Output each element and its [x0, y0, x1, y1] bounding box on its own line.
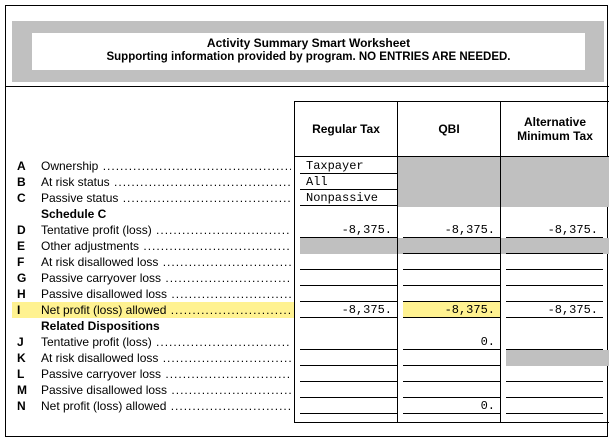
- row-label: Net profit (loss) allowed .....: [41, 399, 291, 413]
- row-letter: D: [17, 223, 26, 237]
- row-f: [6, 254, 609, 270]
- row-h: [6, 286, 609, 302]
- rd-net-profit-regular[interactable]: [300, 398, 397, 414]
- at-risk-status-value[interactable]: All: [300, 174, 397, 190]
- table-bottom-border: [294, 422, 609, 423]
- row-letter: G: [17, 271, 27, 285]
- row-letter: L: [17, 367, 25, 381]
- column-header-label: Alternative: [523, 114, 587, 129]
- tentative-profit-regular[interactable]: -8,375.: [300, 222, 397, 238]
- column-header-amt: [500, 101, 609, 156]
- row-n: [6, 398, 609, 414]
- row-label: Ownership .....: [41, 159, 291, 173]
- rd-passive-carryover-qbi[interactable]: [403, 366, 500, 382]
- row-letter: N: [17, 399, 26, 413]
- row-label: Passive carryover loss .....: [41, 367, 291, 381]
- row-a: [6, 158, 609, 174]
- column-header-label: Regular Tax: [312, 121, 380, 136]
- worksheet-title: Activity Summary Smart Worksheet: [206, 36, 411, 50]
- row-letter: E: [17, 239, 26, 253]
- row-label: At risk disallowed loss .....: [41, 255, 291, 269]
- row-letter: F: [17, 255, 25, 269]
- rd-tentative-qbi[interactable]: 0.: [403, 334, 500, 350]
- row-letter: M: [17, 383, 27, 397]
- section-related-dispositions: [6, 318, 609, 334]
- section-schedule-c: [6, 206, 609, 222]
- row-letter: A: [17, 159, 26, 173]
- row-label: Net profit (loss) allowed .....: [41, 303, 291, 317]
- header-divider: [6, 86, 609, 87]
- row-j: [6, 334, 609, 350]
- row-label: Passive disallowed loss .....: [41, 383, 291, 397]
- col-border-1: [397, 101, 398, 422]
- passive-disallowed-qbi[interactable]: [403, 286, 500, 302]
- row-label: Tentative profit (loss) .....: [41, 223, 291, 237]
- at-risk-disallowed-regular[interactable]: [300, 254, 397, 270]
- rd-passive-carryover-amt[interactable]: [506, 366, 603, 382]
- row-m: [6, 382, 609, 398]
- row-k: [6, 350, 609, 366]
- passive-carryover-regular[interactable]: [300, 270, 397, 286]
- other-adjustments-amt[interactable]: [506, 238, 603, 254]
- row-l: [6, 366, 609, 382]
- header-box: [32, 33, 585, 70]
- passive-carryover-amt[interactable]: [506, 270, 603, 286]
- row-letter: I: [17, 303, 21, 317]
- column-header-top-border: [294, 101, 609, 102]
- row-letter: J: [17, 335, 24, 349]
- rd-tentative-amt[interactable]: [506, 334, 603, 350]
- rd-passive-disallowed-qbi[interactable]: [403, 382, 500, 398]
- passive-status-value[interactable]: Nonpassive: [300, 190, 397, 206]
- row-label: Tentative profit (loss) .....: [41, 335, 291, 349]
- col-border-left: [294, 101, 295, 422]
- rd-at-risk-regular[interactable]: [300, 350, 397, 366]
- rd-passive-disallowed-amt[interactable]: [506, 382, 603, 398]
- row-label: Other adjustments .....: [41, 239, 291, 253]
- ownership-value[interactable]: Taxpayer: [300, 158, 397, 174]
- column-header-regular-tax: [294, 101, 397, 156]
- worksheet-subtitle: Supporting information provided by program. NO ENTRIES ARE NEEDED.: [106, 51, 511, 63]
- row-i: [6, 302, 609, 318]
- row-g: [6, 270, 609, 286]
- passive-disallowed-regular[interactable]: [300, 286, 397, 302]
- rd-passive-carryover-regular[interactable]: [300, 366, 397, 382]
- net-profit-qbi[interactable]: -8,375.: [403, 302, 500, 318]
- row-letter: B: [17, 175, 26, 189]
- col-border-2: [500, 101, 501, 422]
- header-band: [12, 21, 604, 82]
- other-adjustments-regular: [300, 238, 397, 254]
- tentative-profit-amt[interactable]: -8,375.: [506, 222, 603, 238]
- row-label: Passive carryover loss .....: [41, 271, 291, 285]
- row-label: Passive disallowed loss .....: [41, 287, 291, 301]
- worksheet-frame: [5, 5, 608, 437]
- rd-at-risk-qbi[interactable]: [403, 350, 500, 366]
- column-header-qbi: [397, 101, 500, 156]
- section-title: Related Dispositions: [41, 319, 160, 333]
- tentative-profit-qbi[interactable]: -8,375.: [403, 222, 500, 238]
- rd-net-profit-qbi[interactable]: 0.: [403, 398, 500, 414]
- row-c: [6, 190, 609, 206]
- row-label: At risk status .....: [41, 175, 291, 189]
- at-risk-disallowed-qbi[interactable]: [403, 254, 500, 270]
- net-profit-regular[interactable]: -8,375.: [300, 302, 397, 318]
- rd-net-profit-amt[interactable]: [506, 398, 603, 414]
- rd-at-risk-amt-gray: [506, 350, 609, 366]
- row-letter: C: [17, 191, 26, 205]
- row-label: Passive status .....: [41, 191, 291, 205]
- rd-tentative-regular[interactable]: [300, 334, 397, 350]
- rd-passive-disallowed-regular[interactable]: [300, 382, 397, 398]
- row-e: [6, 238, 609, 254]
- row-b: [6, 174, 609, 190]
- column-header-label: QBI: [438, 121, 460, 136]
- column-header-label-2: Minimum Tax: [517, 128, 593, 143]
- passive-disallowed-amt[interactable]: [506, 286, 603, 302]
- row-label: At risk disallowed loss .....: [41, 351, 291, 365]
- passive-carryover-qbi[interactable]: [403, 270, 500, 286]
- net-profit-amt[interactable]: -8,375.: [506, 302, 603, 318]
- row-d: [6, 222, 609, 238]
- other-adjustments-qbi[interactable]: [403, 238, 500, 254]
- row-letter: H: [17, 287, 26, 301]
- at-risk-disallowed-amt[interactable]: [506, 254, 603, 270]
- section-title: Schedule C: [41, 207, 107, 221]
- row-letter: K: [17, 351, 26, 365]
